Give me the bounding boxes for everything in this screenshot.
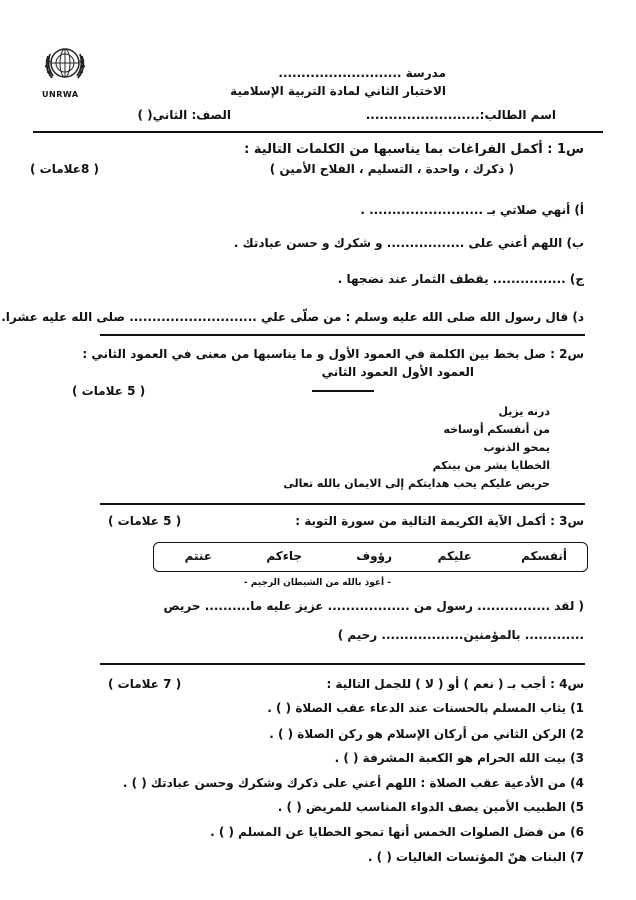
q2-divider — [100, 503, 585, 505]
header-divider — [33, 131, 603, 133]
q3-divider — [100, 663, 585, 665]
q2-columns: العمود الأول العمود الثاني — [321, 365, 474, 379]
org-name: UNRWA — [42, 90, 79, 99]
student-name-field[interactable]: اسم الطالب:......................... — [365, 108, 556, 122]
q1-divider — [100, 334, 585, 336]
q1-item-b[interactable]: ب) اللهم أعني على ................. و شكرك و حسن عبادتك . — [233, 236, 584, 250]
grade-field[interactable]: الصف: الثاني( ) — [137, 108, 231, 122]
q3-word-bank — [154, 549, 587, 569]
q1-word-bank: ( ذكرك ، واحدة ، التسليم ، الفلاح الأمين ) — [269, 162, 514, 176]
q1-item-a[interactable]: أ) أنهي صلاتي بـ ......................... . — [360, 203, 584, 217]
q3-title: س3 : أكمل الآية الكريمة التالية من سورة التوبة : — [295, 514, 584, 528]
q2-item-3: يمحو الذنوب — [483, 441, 550, 454]
q3-word-2: عليكم — [437, 549, 472, 563]
q3-word-4: جاءكم — [266, 549, 302, 563]
q1-item-d[interactable]: د) قال رسول الله صلى الله عليه وسلم : من صلّى علي ............................ صلى الله عليه عشرا. — [1, 310, 584, 324]
unrwa-logo-icon — [40, 38, 90, 88]
q1-marks: ( 8علامات ) — [30, 162, 99, 176]
q3-word-5: عنتم — [184, 549, 212, 563]
q3-verse-line-1[interactable]: ( لقد ................ رسول من .................. عزيز عليه ما.......... حريص — [163, 599, 584, 613]
q4-marks: ( 7 علامات ) — [108, 677, 182, 691]
q4-item-4[interactable]: 4) من الأدعية عقب الصلاة : اللهم أعني على ذكرك وشكرك وحسن عبادتك ( ) . — [122, 776, 584, 790]
q2-item-5: حريص عليكم يحب هدايتكم إلى الايمان بالله تعالى — [283, 477, 550, 490]
q4-item-6[interactable]: 6) من فضل الصلوات الخمس أنها تمحو الخطايا عن المسلم ( ) . — [210, 825, 584, 839]
q2-item-1: درنه يزيل — [498, 405, 550, 418]
q1-title: س1 : أكمل الفراغات بما يناسبها من الكلمات التالية : — [244, 142, 584, 157]
q3-marks: ( 5 علامات ) — [108, 514, 182, 528]
q4-item-1[interactable]: 1) يثاب المسلم بالحسنات عند الدعاء عقب الصلاة ( ) . — [267, 701, 584, 715]
q4-item-3[interactable]: 3) بيت الله الحرام هو الكعبة المشرفة ( ) . — [334, 751, 584, 765]
q4-title: س4 : أجب بـ ( نعم ) أو ( لا ) للجمل التالية : — [326, 677, 584, 691]
q2-marks: ( 5 علامات ) — [72, 384, 146, 398]
q4-item-5[interactable]: 5) الطبيب الأمين يصف الدواء المناسب للمريض ( ) . — [277, 800, 584, 814]
exam-title: الاختبار الثاني لمادة التربية الإسلامية — [230, 84, 446, 98]
q2-item-2: من أنفسكم أوساخه — [443, 423, 550, 436]
q1-item-c[interactable]: ج) ................ يقطف الثمار عند نضجها . — [337, 272, 584, 286]
q3-word-3: رؤوف — [356, 549, 392, 563]
q2-title: س2 : صل بخط بين الكلمة في العمود الأول و ما يناسبها من معنى في العمود الثاني : — [82, 347, 584, 361]
q4-item-7[interactable]: 7) البنات هنّ المؤنسات الغاليات ( ) . — [367, 850, 584, 864]
q2-item-4: الخطايا بشر من بينكم — [432, 459, 550, 472]
q3-verse-line-2[interactable]: ............. بالمؤمنين.................. رحيم ) — [337, 628, 584, 642]
q2-column-underline — [312, 390, 374, 392]
q3-word-1: أنفسكم — [521, 549, 567, 563]
school-name: مدرسة ........................... — [278, 66, 446, 80]
q4-item-2[interactable]: 2) الركن الثاني من أركان الإسلام هو ركن الصلاة ( ) . — [269, 727, 584, 741]
q3-istiadha: - أعوذ بالله من الشيطان الرجيم - — [243, 578, 391, 588]
